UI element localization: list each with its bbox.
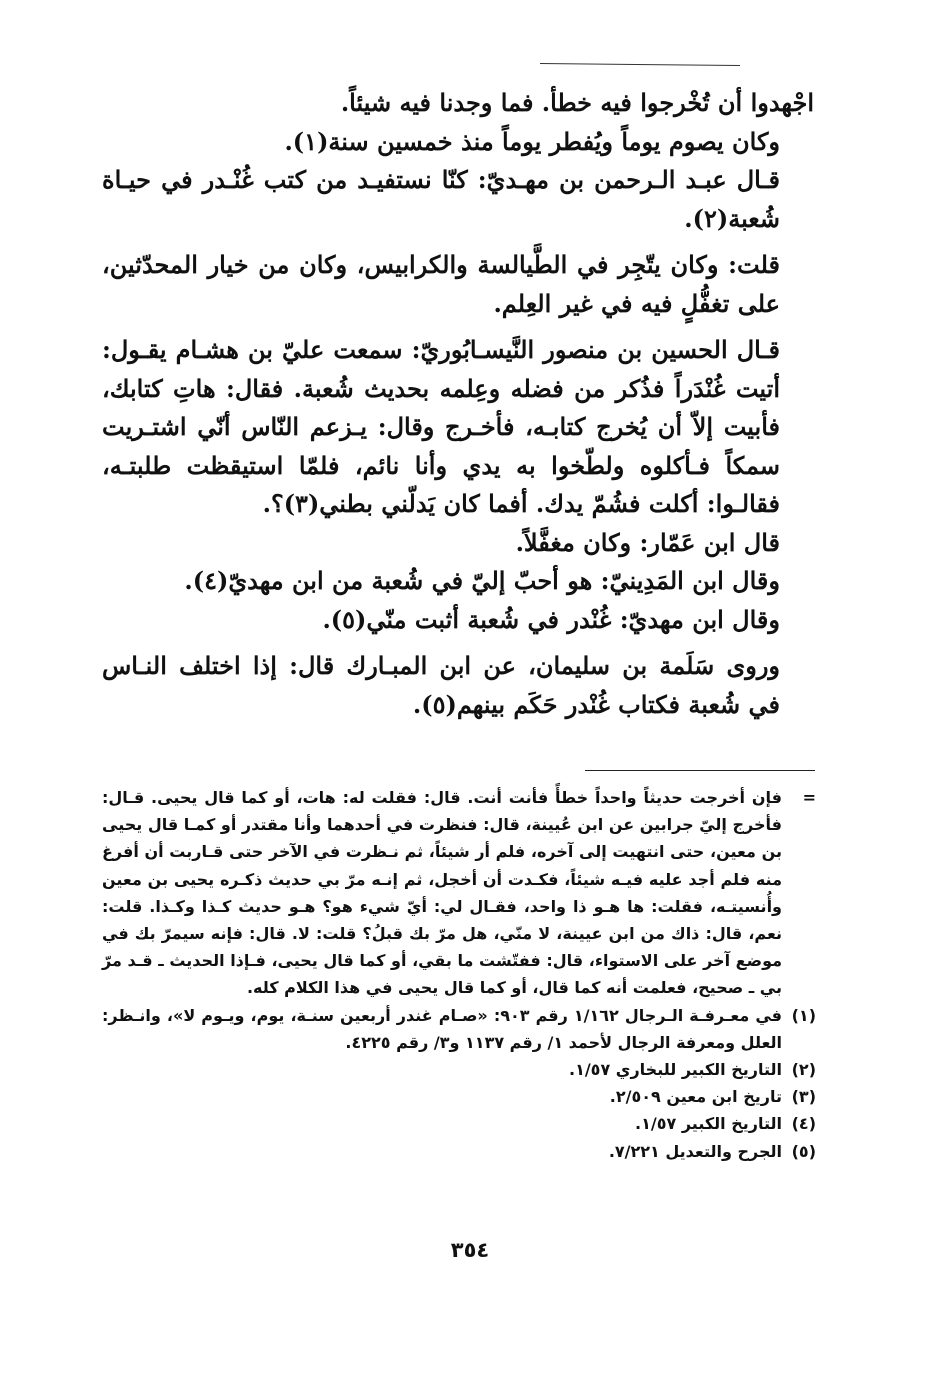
paragraph-5: قـال الحسين بن منصور النَّيسـابُوريّ: سمعت عليّ بن هشـام يقـول: أتيت غُنْدَراً فذُكر من فضله وعِلمه بحديث شُعبة. فقال: هاتِ كتابك، فأبيت إلاّ أن يُخرج كتابـه، فأخـرج وقال: يـزعم النّاس أنّي اشتـريت سمكاً فـأكلوه ولطّخوا به يدي وأنا نائم، فلمّا استيقظت طلبتـه، فقالـوا: أكلت فشُمّ يدك. أفما كان يَدلّني بطني(٣)؟. xyxy=(102,335,780,518)
footnote-text: التاريخ الكبير للبخاري ١/٥٧. xyxy=(568,1060,782,1080)
footnote-3 xyxy=(102,1083,816,1110)
paragraph-7: وقال ابن المَدِينيّ: هو أحبّ إليّ في شُعبة من ابن مهديّ(٤). xyxy=(184,566,780,595)
main-text xyxy=(102,84,814,724)
footnote-number: (٢) xyxy=(791,1060,816,1080)
paragraph-8: وقال ابن مهديّ: غُنْدر في شُعبة أثبت منّي(٥). xyxy=(322,604,780,634)
footnote-text: الجرح والتعديل ٧/٢٢١. xyxy=(608,1141,782,1161)
continuation-text: فإن أخرجت حديثاً واحداً خطأً فأنت أنت. قال: فقلت له: هات، أو كما قال يحيى. قـال: فأخرج إليّ جرابين عن ابن عُيينة، قال: فنظرت في أحدهما وأنا مقتدر أو كمـا قال يحيى بن معين، حتى انتهيت إلى آخره، فلم أر شيئاً، ثم نـظرت في الآخر حتى قـاربت أن أفرغ منه فلم أجد عليه فيـه شيئاً، فكـدت أن أخجل، ثم إنـه مرّ بي حديث ذكـره يحيى بن معين وأُنسيتـه، فقلت: ها هـو ذا واحد، فقـال لي: أيّ شيء هو؟ هـو حديث كـذا وكـذا. قلت: نعم، قال: ذاك من ابن عيينة، لا منّي، هل مرّ بك قبلُ؟ قلت: لا. قال: فإنه سيمرّ بك في موضع آخر على الاستواء، قال: ففتّشت ما بقي، أو كما قال يحيى، فـإذا الحديث ـ قـد مرّ بي ـ صحيح، فعلمت أنه كما قال، أو كما قال يحيى في هذا الكلام كله. xyxy=(102,788,782,998)
footnote-1 xyxy=(102,1002,816,1056)
footnotes xyxy=(102,784,816,1165)
footnote-number: (٤) xyxy=(791,1114,816,1134)
footnote-2 xyxy=(102,1056,816,1083)
footnote-4 xyxy=(102,1110,816,1137)
footnote-number: (٣) xyxy=(791,1087,816,1107)
footnote-separator xyxy=(585,770,815,771)
paragraph-1: اجْهدوا أن تُخْرجوا فيه خطأ. فما وجدنا فيه شيئاً. xyxy=(340,88,814,117)
footnote-text: التاريخ الكبير ١/٥٧. xyxy=(635,1114,782,1134)
paragraph-9: وروى سَلَمة بن سليمان، عن ابن المبـارك قال: إذا اختلف النـاس في شُعبة فكتاب غُنْدر حَكَم بينهم(٥). xyxy=(102,651,780,719)
paragraph-2: وكان يصوم يوماً ويُفطر يوماً منذ خمسين سنة(١). xyxy=(284,126,780,156)
header-rule xyxy=(540,63,740,66)
footnote-text: في معـرفـة الـرجال ١/١٦٢ رقم ٩٠٣: «صـام غندر أربعين سنـة، يوم، ويـوم لا»، وانـظر: العلل ومعرفة الرجال لأحمد ١/ رقم ١١٣٧ و٣/ رقم ٤٢٢٥. xyxy=(102,1005,783,1052)
footnote-continuation xyxy=(102,784,816,1002)
footnote-number: (١) xyxy=(791,1005,816,1025)
continuation-mark: = xyxy=(802,788,816,807)
page-number: ٣٥٤ xyxy=(450,1238,490,1262)
paragraph-3: قـال عبـد الـرحمن بن مهـديّ: كنّا نستفيـد من كتب غُنْـدر في حيـاة شُعبة(٢). xyxy=(102,165,780,233)
paragraph-6: قال ابن عَمّار: وكان مغفَّلاً. xyxy=(515,527,780,557)
footnote-5 xyxy=(102,1138,816,1165)
footnote-text: تاريخ ابن معين ٢/٥٠٩. xyxy=(609,1087,782,1107)
footnote-number: (٥) xyxy=(791,1141,816,1161)
paragraph-4: قلت: وكان يتّجِر في الطَّيالسة والكرابيس، وكان من خيار المحدّثين، على تغفُّلٍ فيه في غير العِلم. xyxy=(102,250,780,318)
